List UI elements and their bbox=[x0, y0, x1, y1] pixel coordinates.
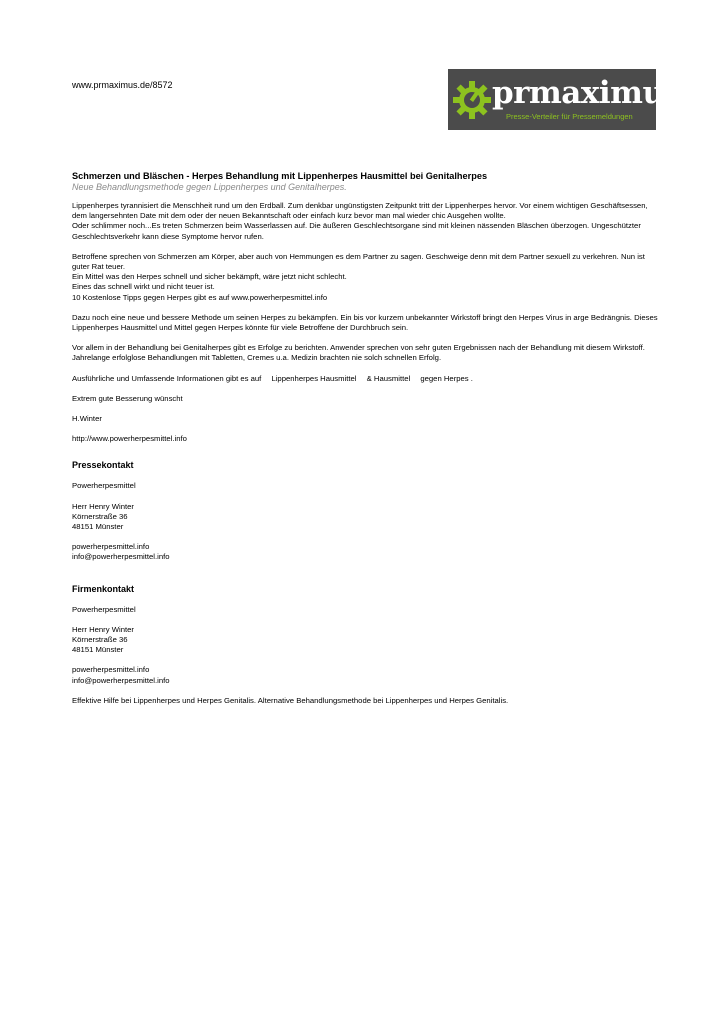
contact-website[interactable]: powerherpesmittel.info bbox=[72, 542, 150, 552]
paragraph-line: Oder schlimmer noch...Es treten Schmerzen beim Wasserlassen auf. Die äußeren Geschlechtsorgane sind mit kleinen nässenden Bläschen überzogen. Ungeschützter Geschlechtsverkehr kann diese Symptome hervor rufen. bbox=[72, 221, 641, 241]
company-contact-web bbox=[72, 665, 658, 685]
paragraph-line: Lippenherpes tyrannisiert die Menschheit rund um den Erdball. Zum denkbar ungünstigsten Zeitpunkt tritt der Lippenherpes hervor. Vor einem wichtigen Geschäftsessen, dem langersehnten Date mit dem oder der neuen Bekanntschaft oder einfach kurz bevor man mal wieder chic Ausgehen wollte. bbox=[72, 201, 648, 221]
company-contact-company: Powerherpesmittel bbox=[72, 604, 136, 614]
paragraph-line: Dazu noch eine neue und bessere Methode um seinen Herpes zu bekämpfen. Ein bis vor kurzem unbekannter Wirkstoff bringt den Herpes Virus in arge Bedrängnis. Dieses Lippenherpes Hausmittel und Mittel gegen Herpes könnte für viele Betroffene der Durchbruch sein. bbox=[72, 312, 658, 333]
article-content bbox=[72, 171, 658, 716]
paragraph-line: Vor allem in der Behandlung bei Genitalherpes gibt es Erfolge zu berichten. Anwender sprechen von sehr guten Ergebnissen nach der Behandlung mit diesem Wirkstoff. Jahrelange erfolglose Behandlungen mit Tabletten, Cremes u.a. Medizin brachten nie solch schnellen Erfolg. bbox=[72, 343, 645, 363]
author-name: H.Winter bbox=[72, 414, 102, 424]
paragraph bbox=[72, 201, 658, 242]
paragraph bbox=[72, 343, 658, 363]
info-suffix: . bbox=[470, 373, 473, 383]
info-prefix: Ausführliche und Umfassende Informationen gibt es auf bbox=[72, 373, 262, 383]
contact-city: 48151 Münster bbox=[72, 645, 124, 655]
contact-email[interactable]: info@powerherpesmittel.info bbox=[72, 675, 170, 685]
contact-city: 48151 Münster bbox=[72, 522, 124, 532]
lippenherpes-hausmittel-link[interactable]: Lippenherpes Hausmittel bbox=[271, 373, 357, 383]
company-contact-address bbox=[72, 625, 658, 656]
paragraph-line: Ein Mittel was den Herpes schnell und sicher bekämpft, wäre jetzt nicht schlecht. bbox=[72, 272, 347, 282]
contact-street: Körnerstraße 36 bbox=[72, 635, 128, 645]
closing-text: Extrem gute Besserung wünscht bbox=[72, 393, 183, 403]
contact-website[interactable]: powerherpesmittel.info bbox=[72, 665, 150, 675]
paragraph-line: Eines das schnell wirkt und nicht teuer ist. bbox=[72, 282, 215, 292]
paragraph bbox=[72, 313, 658, 333]
contact-name: Herr Henry Winter bbox=[72, 501, 134, 511]
press-contact-company: Powerherpesmittel bbox=[72, 481, 136, 491]
info-line bbox=[72, 374, 658, 384]
source-url[interactable]: www.prmaximus.de/8572 bbox=[72, 80, 173, 90]
press-contact-address bbox=[72, 502, 658, 533]
footer-text: Effektive Hilfe bei Lippenherpes und Herpes Genitalis. Alternative Behandlungsmethode bei Lippenherpes und Herpes Genitalis. bbox=[72, 695, 509, 705]
paragraph bbox=[72, 252, 658, 303]
prmaximus-logo[interactable] bbox=[448, 69, 692, 130]
contact-email[interactable]: info@powerherpesmittel.info bbox=[72, 552, 170, 562]
contact-name: Herr Henry Winter bbox=[72, 624, 134, 634]
article-subtitle: Neue Behandlungsmethode gegen Lippenherpes und Genitalherpes. bbox=[72, 182, 347, 192]
website-link[interactable]: http://www.powerherpesmittel.info bbox=[72, 434, 187, 444]
gegen-herpes-link[interactable]: gegen Herpes bbox=[420, 373, 469, 383]
press-contact-web bbox=[72, 542, 658, 562]
paragraph-line: 10 Kostenlose Tipps gegen Herpes gibt es auf www.powerherpesmittel.info bbox=[72, 292, 328, 302]
contact-street: Körnerstraße 36 bbox=[72, 511, 128, 521]
paragraph-line: Betroffene sprechen von Schmerzen am Körper, aber auch von Hemmungen es dem Partner zu sagen. Geschweige denn mit dem Partner sexuell zu verkehren. Nun ist guter Rat teuer. bbox=[72, 251, 645, 272]
logo-tagline: Presse-Verteiler für Pressemeldungen bbox=[506, 112, 633, 121]
company-contact-heading: Firmenkontakt bbox=[72, 583, 135, 594]
article-title: Schmerzen und Bläschen - Herpes Behandlung mit Lippenherpes Hausmittel bei Genitalherpes bbox=[72, 171, 488, 181]
info-connector: & Hausmittel bbox=[366, 373, 411, 383]
press-contact-heading: Pressekontakt bbox=[72, 460, 134, 471]
logo-wordmark: prmaximus® bbox=[492, 75, 692, 111]
